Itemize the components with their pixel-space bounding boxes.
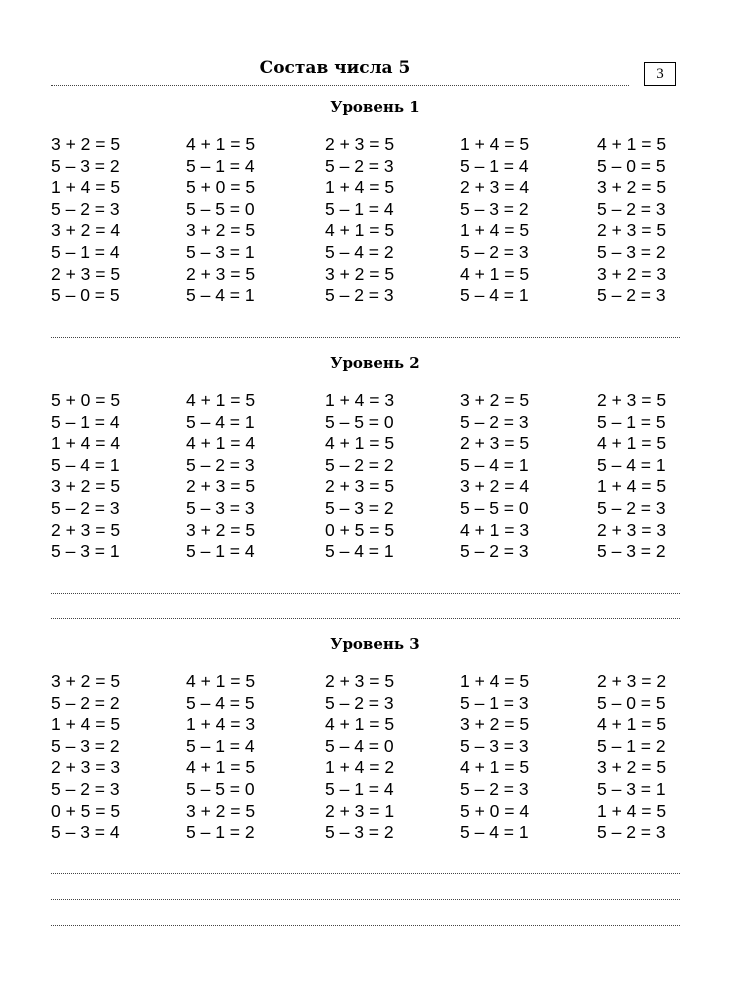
equation: 3 + 2 = 5 bbox=[325, 263, 395, 284]
level-2-dotted-line-1 bbox=[51, 593, 680, 594]
equation: 4 + 1 = 5 bbox=[597, 714, 667, 735]
equation: 3 + 2 = 5 bbox=[186, 220, 256, 241]
equation: 4 + 1 = 4 bbox=[186, 433, 256, 454]
equation: 5 – 2 = 2 bbox=[325, 454, 394, 475]
equation: 5 – 1 = 4 bbox=[51, 241, 120, 262]
equation: 5 + 0 = 4 bbox=[460, 800, 530, 821]
equation-column bbox=[460, 134, 529, 307]
equation: 5 – 5 = 0 bbox=[460, 497, 529, 518]
equation: 5 – 3 = 2 bbox=[325, 822, 394, 843]
equation: 5 – 5 = 0 bbox=[325, 411, 394, 432]
equation: 3 + 2 = 5 bbox=[460, 390, 530, 410]
equation: 3 + 2 = 5 bbox=[186, 800, 256, 821]
equation: 1 + 4 = 5 bbox=[597, 476, 667, 497]
equation: 5 – 4 = 1 bbox=[460, 822, 529, 843]
equation: 4 + 1 = 5 bbox=[186, 390, 256, 410]
equation: 1 + 4 = 5 bbox=[460, 671, 530, 691]
equation: 5 – 2 = 3 bbox=[51, 198, 120, 219]
equation: 1 + 4 = 3 bbox=[186, 714, 256, 735]
equation: 2 + 3 = 4 bbox=[460, 177, 530, 198]
equation: 5 – 1 = 4 bbox=[186, 541, 255, 562]
equation: 2 + 3 = 3 bbox=[597, 519, 667, 540]
equation: 5 – 2 = 3 bbox=[325, 692, 394, 713]
equation-column bbox=[460, 390, 529, 563]
equation: 5 – 3 = 2 bbox=[597, 541, 666, 562]
equation: 5 – 1 = 4 bbox=[186, 155, 255, 176]
level-3-title: Уровень 3 bbox=[330, 635, 420, 653]
equation: 4 + 1 = 5 bbox=[597, 433, 667, 454]
level-1-title: Уровень 1 bbox=[330, 98, 420, 116]
equation: 5 – 1 = 4 bbox=[51, 411, 120, 432]
equation: 5 – 1 = 5 bbox=[597, 411, 666, 432]
equation: 5 – 1 = 2 bbox=[597, 735, 666, 756]
equation: 3 + 2 = 5 bbox=[51, 134, 121, 154]
equation: 5 – 4 = 1 bbox=[186, 285, 255, 306]
equation: 5 + 0 = 5 bbox=[51, 390, 121, 410]
equation: 1 + 4 = 3 bbox=[325, 390, 395, 410]
equation: 5 – 1 = 4 bbox=[325, 198, 394, 219]
equation: 2 + 3 = 2 bbox=[597, 671, 667, 691]
equation: 5 – 2 = 3 bbox=[460, 778, 529, 799]
equation-column bbox=[460, 671, 529, 844]
equation: 5 – 2 = 3 bbox=[325, 285, 394, 306]
equation: 5 – 2 = 2 bbox=[51, 692, 120, 713]
equation: 3 + 2 = 5 bbox=[597, 177, 667, 198]
equation: 2 + 3 = 5 bbox=[460, 433, 530, 454]
equation: 5 – 3 = 1 bbox=[186, 241, 255, 262]
footer-dotted-line-2 bbox=[51, 899, 680, 900]
equation: 5 – 2 = 3 bbox=[597, 497, 666, 518]
equation: 5 – 4 = 1 bbox=[51, 454, 120, 475]
equation: 5 – 4 = 1 bbox=[460, 285, 529, 306]
equation: 5 – 3 = 2 bbox=[51, 155, 120, 176]
equation: 2 + 3 = 5 bbox=[51, 263, 121, 284]
equation: 2 + 3 = 5 bbox=[325, 476, 395, 497]
equation: 5 – 2 = 3 bbox=[460, 241, 529, 262]
equation: 5 – 4 = 5 bbox=[186, 692, 255, 713]
equation: 2 + 3 = 5 bbox=[186, 476, 256, 497]
level-1-dotted-line bbox=[51, 337, 680, 338]
equation: 5 – 0 = 5 bbox=[51, 285, 120, 306]
equation: 5 – 4 = 1 bbox=[597, 454, 666, 475]
equation-column bbox=[597, 390, 666, 563]
equation: 4 + 1 = 5 bbox=[597, 134, 667, 154]
equation: 5 – 1 = 3 bbox=[460, 692, 529, 713]
title-dotted-line bbox=[51, 85, 629, 86]
equation: 5 – 2 = 3 bbox=[597, 822, 666, 843]
equation: 5 – 3 = 2 bbox=[325, 497, 394, 518]
level-2-title: Уровень 2 bbox=[330, 354, 420, 372]
equation: 0 + 5 = 5 bbox=[325, 519, 395, 540]
equation: 1 + 4 = 2 bbox=[325, 757, 395, 778]
equation: 5 – 4 = 1 bbox=[325, 541, 394, 562]
equation: 5 – 1 = 4 bbox=[325, 778, 394, 799]
equation: 2 + 3 = 5 bbox=[325, 134, 395, 154]
equation: 5 – 2 = 3 bbox=[460, 411, 529, 432]
equation-column bbox=[51, 134, 120, 307]
equation: 4 + 1 = 3 bbox=[460, 519, 530, 540]
equation: 5 – 2 = 3 bbox=[325, 155, 394, 176]
equation: 1 + 4 = 5 bbox=[597, 800, 667, 821]
equation: 5 – 1 = 4 bbox=[460, 155, 529, 176]
equation: 3 + 2 = 5 bbox=[186, 519, 256, 540]
equation-column bbox=[186, 671, 255, 844]
equation: 1 + 4 = 5 bbox=[51, 714, 121, 735]
equation: 5 – 4 = 2 bbox=[325, 241, 394, 262]
equation: 2 + 3 = 5 bbox=[597, 390, 667, 410]
equation-column bbox=[597, 671, 666, 844]
equation: 5 – 5 = 0 bbox=[186, 778, 255, 799]
equation: 4 + 1 = 5 bbox=[186, 757, 256, 778]
equation: 4 + 1 = 5 bbox=[186, 134, 256, 154]
equation: 2 + 3 = 5 bbox=[325, 671, 395, 691]
equation: 1 + 4 = 5 bbox=[51, 177, 121, 198]
equation: 5 – 3 = 3 bbox=[460, 735, 529, 756]
equation: 4 + 1 = 5 bbox=[460, 757, 530, 778]
equation: 5 – 3 = 1 bbox=[597, 778, 666, 799]
equation: 4 + 1 = 5 bbox=[325, 433, 395, 454]
equation: 4 + 1 = 5 bbox=[460, 263, 530, 284]
equation: 5 – 3 = 2 bbox=[597, 241, 666, 262]
equation: 3 + 2 = 5 bbox=[51, 671, 121, 691]
equation: 5 – 3 = 2 bbox=[51, 735, 120, 756]
equation: 4 + 1 = 5 bbox=[325, 220, 395, 241]
equation: 5 – 4 = 0 bbox=[325, 735, 394, 756]
equation: 2 + 3 = 1 bbox=[325, 800, 395, 821]
equation: 3 + 2 = 4 bbox=[51, 220, 121, 241]
equation: 5 – 4 = 1 bbox=[186, 411, 255, 432]
equation: 5 – 2 = 3 bbox=[186, 454, 255, 475]
equation-column bbox=[186, 134, 255, 307]
equation-column bbox=[325, 134, 394, 307]
equation: 5 – 0 = 5 bbox=[597, 692, 666, 713]
equation-column bbox=[51, 390, 120, 563]
equation: 2 + 3 = 5 bbox=[186, 263, 256, 284]
equation: 1 + 4 = 4 bbox=[51, 433, 121, 454]
equation: 5 – 4 = 1 bbox=[460, 454, 529, 475]
equation: 5 – 2 = 3 bbox=[51, 497, 120, 518]
equation: 4 + 1 = 5 bbox=[325, 714, 395, 735]
equation: 2 + 3 = 3 bbox=[51, 757, 121, 778]
equation-column bbox=[51, 671, 120, 844]
equation: 1 + 4 = 5 bbox=[325, 177, 395, 198]
equation-column bbox=[325, 390, 394, 563]
equation: 2 + 3 = 5 bbox=[597, 220, 667, 241]
equation-column bbox=[597, 134, 666, 307]
equation: 5 – 2 = 3 bbox=[597, 285, 666, 306]
equation: 5 + 0 = 5 bbox=[186, 177, 256, 198]
equation: 5 – 0 = 5 bbox=[597, 155, 666, 176]
equation: 5 – 5 = 0 bbox=[186, 198, 255, 219]
equation: 5 – 2 = 3 bbox=[460, 541, 529, 562]
equation: 5 – 3 = 2 bbox=[460, 198, 529, 219]
equation: 3 + 2 = 5 bbox=[460, 714, 530, 735]
equation: 5 – 1 = 4 bbox=[186, 735, 255, 756]
footer-dotted-line-3 bbox=[51, 925, 680, 926]
equation: 4 + 1 = 5 bbox=[186, 671, 256, 691]
equation: 3 + 2 = 5 bbox=[597, 757, 667, 778]
equation: 5 – 2 = 3 bbox=[597, 198, 666, 219]
equation-column bbox=[186, 390, 255, 563]
equation: 1 + 4 = 5 bbox=[460, 134, 530, 154]
equation: 3 + 2 = 3 bbox=[597, 263, 667, 284]
equation: 3 + 2 = 5 bbox=[51, 476, 121, 497]
equation: 2 + 3 = 5 bbox=[51, 519, 121, 540]
level-2-dotted-line-2 bbox=[51, 618, 680, 619]
equation: 1 + 4 = 5 bbox=[460, 220, 530, 241]
equation: 5 – 3 = 3 bbox=[186, 497, 255, 518]
equation: 0 + 5 = 5 bbox=[51, 800, 121, 821]
page-title: Состав числа 5 bbox=[259, 58, 411, 78]
equation: 5 – 1 = 2 bbox=[186, 822, 255, 843]
page-number-box: 3 bbox=[644, 62, 676, 86]
footer-dotted-line-1 bbox=[51, 873, 680, 874]
equation: 5 – 3 = 1 bbox=[51, 541, 120, 562]
equation: 5 – 3 = 4 bbox=[51, 822, 120, 843]
equation-column bbox=[325, 671, 394, 844]
equation: 5 – 2 = 3 bbox=[51, 778, 120, 799]
equation: 3 + 2 = 4 bbox=[460, 476, 530, 497]
